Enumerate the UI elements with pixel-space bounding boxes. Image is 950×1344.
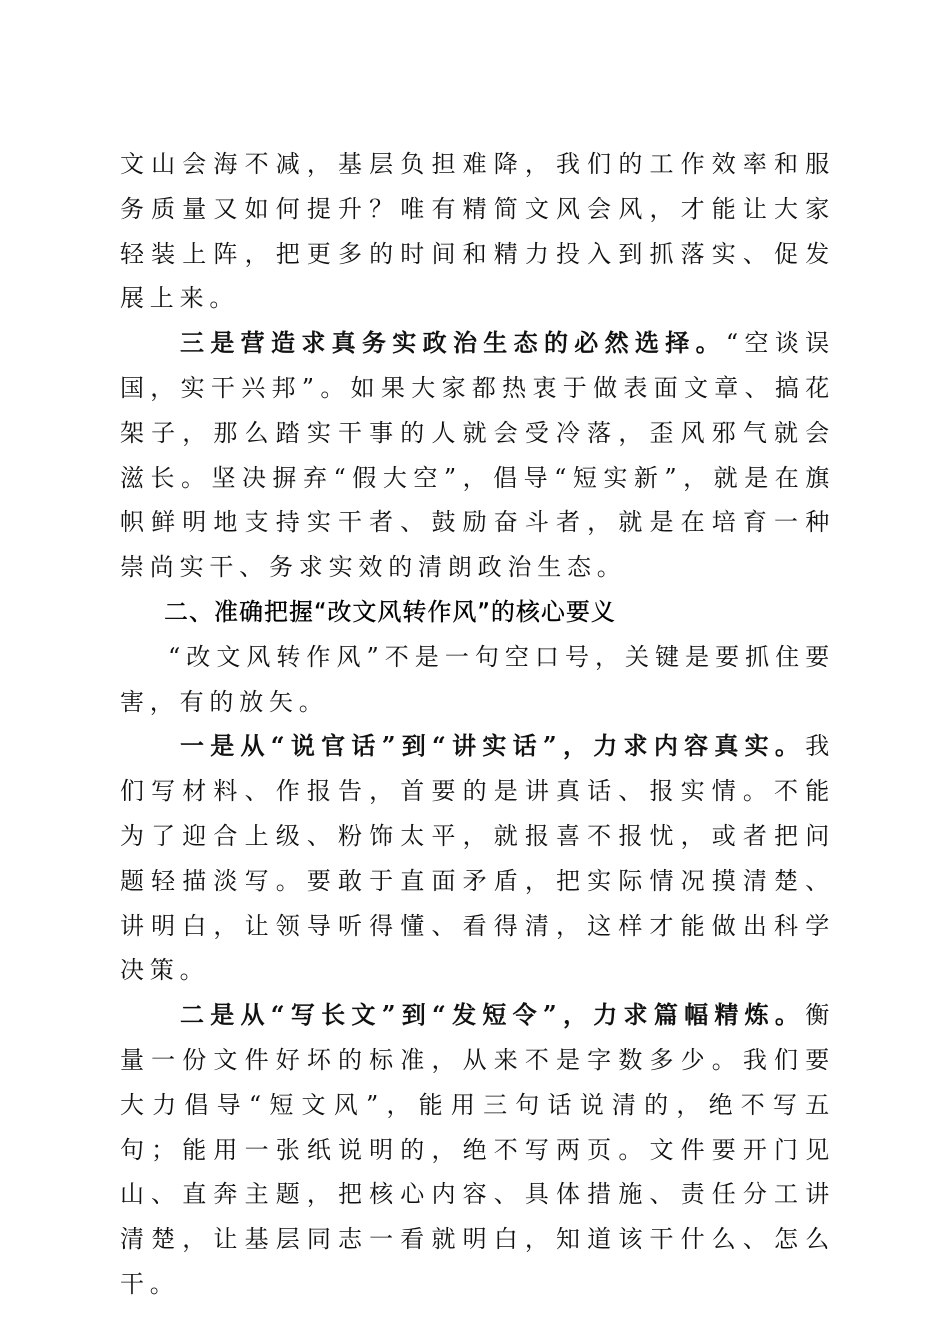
paragraph-point-three [120,321,835,590]
paragraph-text: 衡量一份文件好坏的标准，从来不是字数多少。我们要大力倡导“短文风”，能用三句话说清的，绝不写五句；能用一张纸说明的，绝不写两页。文件要开门见山、直奔主题，把核心内容、具体措施、责任分工讲清楚，让基层同志一看就明白，知道该干什么、怎么干。 [120,1001,835,1298]
document-page [120,142,835,1307]
paragraph-section-intro [120,635,835,725]
paragraph-text: 文山会海不减，基层负担难降，我们的工作效率和服务质量又如何提升？唯有精简文风会风，才能让大家轻装上阵，把更多的时间和精力投入到抓落实、促发展上来。 [120,150,835,313]
paragraph-lead-sentence: 二是从“写长文”到“发短令”，力求篇幅精炼。 [180,1000,806,1030]
section-heading-text: 二、准确把握“改文风转作风”的核心要义 [164,597,616,626]
paragraph-continued [120,142,835,321]
section-heading [120,590,835,635]
paragraph-lead-sentence: 一是从“说官话”到“讲实话”，力求内容真实。 [180,731,806,761]
paragraph-text: “空谈误国，实干兴邦”。如果大家都热衷于做表面文章、搞花架子，那么踏实干事的人就会受冷落，歪风邪气就会滋长。坚决摒弃“假大空”，倡导“短实新”，就是在旗帜鲜明地支持实干者、鼓励奋斗者，就是在培育一种崇尚实干、务求实效的清朗政治生态。 [120,329,835,582]
paragraph-point-one [120,724,835,993]
paragraph-text: “改文风转作风”不是一句空口号，关键是要抓住要害，有的放矢。 [120,642,835,716]
paragraph-text: 我们写材料、作报告，首要的是讲真话、报实情。不能为了迎合上级、粉饰太平，就报喜不报忧，或者把问题轻描淡写。要敢于直面矛盾，把实际情况摸清楚、讲明白，让领导听得懂、看得清，这样才能做出科学决策。 [120,732,835,985]
paragraph-point-two [120,993,835,1307]
paragraph-lead-sentence: 三是营造求真务实政治生态的必然选择。 [180,328,726,358]
